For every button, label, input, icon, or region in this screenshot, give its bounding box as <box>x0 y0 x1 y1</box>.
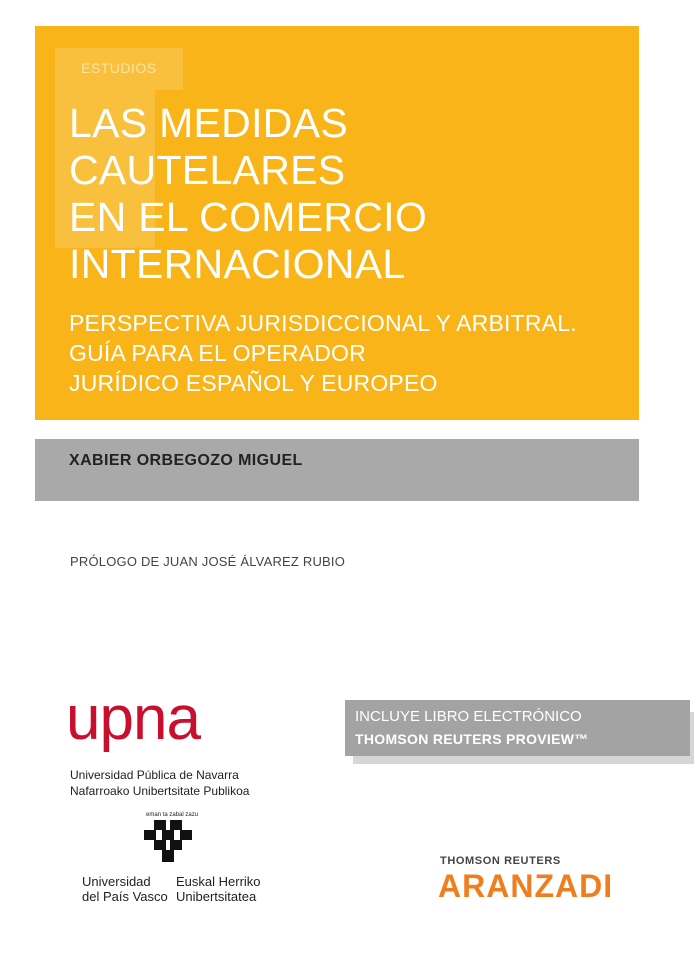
author-name: XABIER ORBEGOZO MIGUEL <box>69 452 303 469</box>
upv-motto: eman ta zabal zazu <box>146 812 199 818</box>
ebook-badge <box>345 700 690 756</box>
upna-name-eu: Nafarroako Unibertsitate Publikoa <box>70 784 250 798</box>
ebook-line-2: THOMSON REUTERS PROVIEW™ <box>355 731 589 747</box>
upv-name-eu <box>176 874 261 904</box>
title-line: INTERNACIONAL <box>69 241 406 287</box>
title-line: CAUTELARES <box>69 147 346 193</box>
ebook-line-1: INCLUYE LIBRO ELECTRÓNICO <box>355 708 582 725</box>
upv-name-es <box>82 874 168 904</box>
author-bar <box>35 439 639 501</box>
publisher-logo: ARANZADI <box>438 868 614 904</box>
upv-es-line: del País Vasco <box>82 889 168 904</box>
upna-logo: upna <box>66 684 200 753</box>
title-band <box>35 26 639 420</box>
title-line: LAS MEDIDAS <box>69 100 348 146</box>
prologue-credit: PRÓLOGO DE JUAN JOSÉ ÁLVAREZ RUBIO <box>70 554 346 569</box>
title-line: EN EL COMERCIO <box>69 194 428 240</box>
upv-tree-symbol-icon <box>136 812 200 864</box>
upna-name-es: Universidad Pública de Navarra <box>70 768 239 782</box>
book-subtitle <box>69 308 629 398</box>
upv-eu-line: Unibertsitatea <box>176 889 257 904</box>
upv-es-line: Universidad <box>82 874 151 889</box>
series-label: ESTUDIOS <box>81 60 157 76</box>
upv-eu-line: Euskal Herriko <box>176 874 261 889</box>
publisher-parent: THOMSON REUTERS <box>440 855 561 867</box>
subtitle-line: GUÍA PARA EL OPERADOR <box>69 340 366 366</box>
book-title <box>69 100 629 288</box>
subtitle-line: PERSPECTIVA JURISDICCIONAL Y ARBITRAL. <box>69 310 577 336</box>
subtitle-line: JURÍDICO ESPAÑOL Y EUROPEO <box>69 370 438 396</box>
